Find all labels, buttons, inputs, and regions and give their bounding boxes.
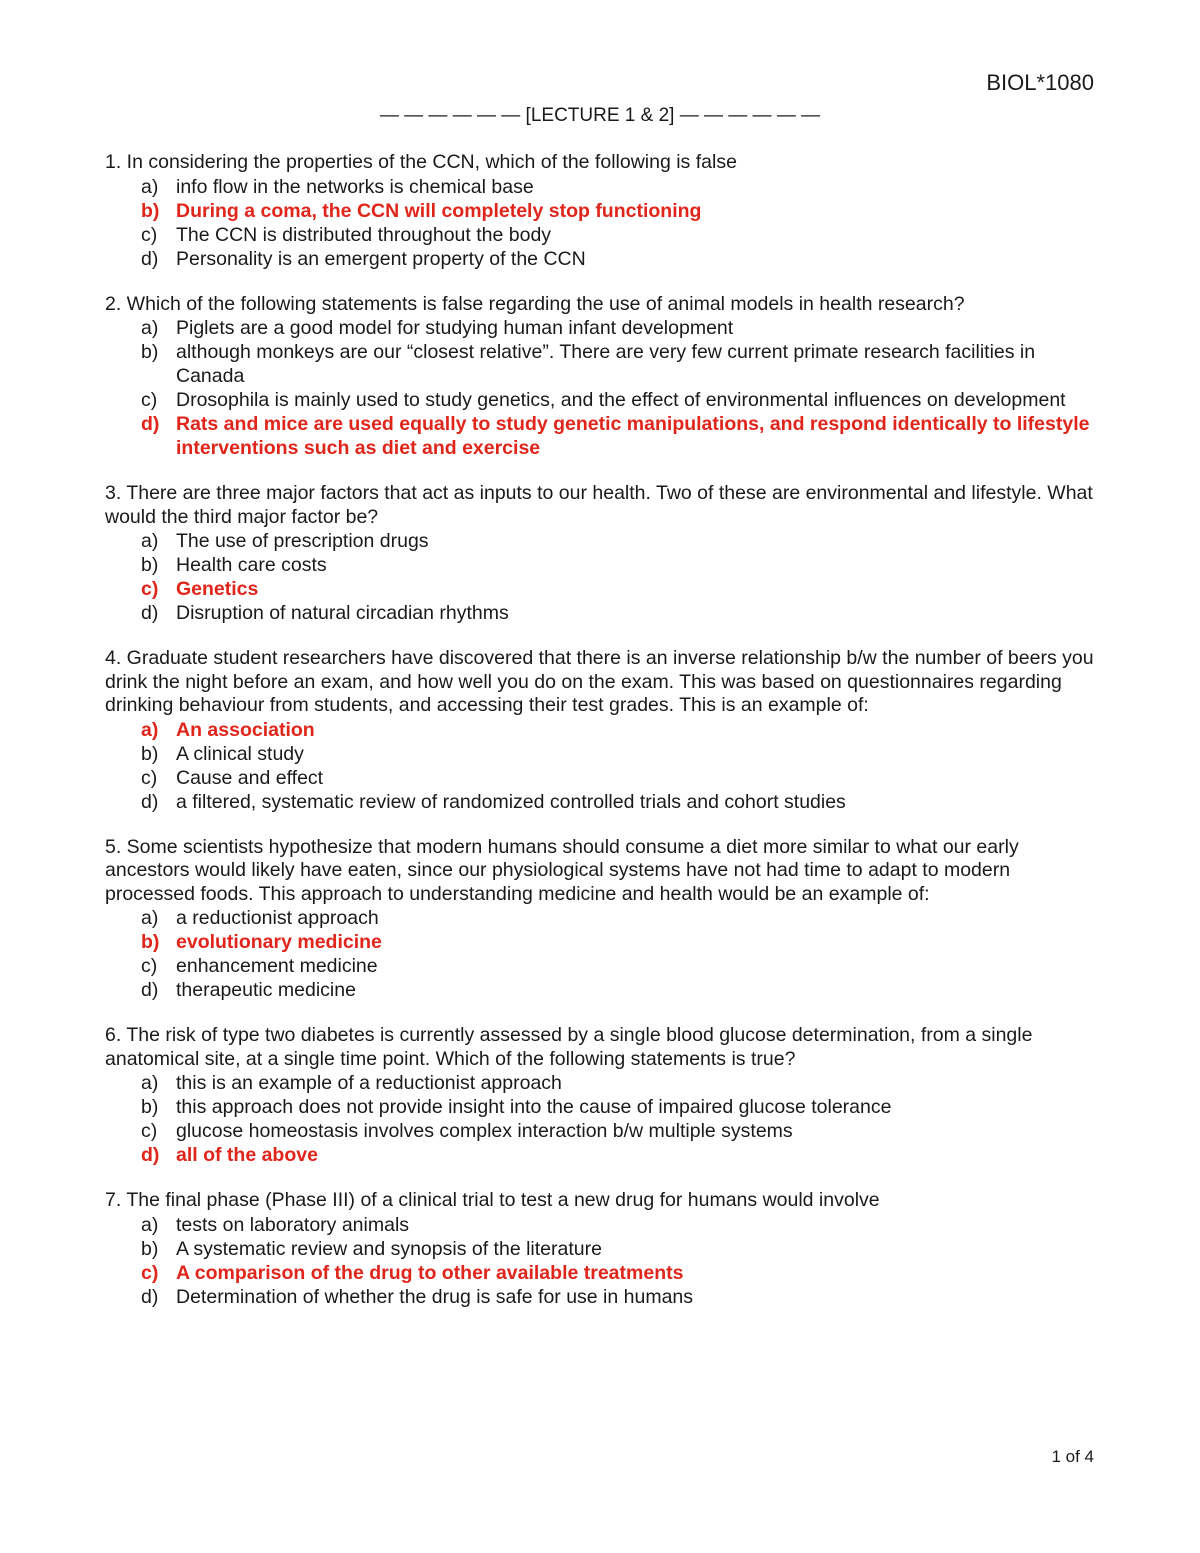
question-5 bbox=[105, 836, 1095, 1003]
option-text: Health care costs bbox=[176, 554, 327, 576]
option-text: a filtered, systematic review of randomized controlled trials and cohort studies bbox=[176, 790, 846, 813]
option-list bbox=[105, 316, 1095, 460]
question-stem: 6. The risk of type two diabetes is currently assessed by a single blood glucose determination, from a single anatomical site, at a single time point. Which of the following statements is true? bbox=[105, 1024, 1033, 1070]
option-c bbox=[105, 388, 1095, 412]
option-text: A clinical study bbox=[176, 742, 304, 765]
option-letter: a) bbox=[141, 1213, 159, 1236]
option-list bbox=[105, 718, 1095, 814]
option-b-correct bbox=[105, 199, 1095, 223]
option-text: this approach does not provide insight into the cause of impaired glucose tolerance bbox=[176, 1096, 892, 1118]
option-a bbox=[105, 906, 1095, 930]
option-letter: d) bbox=[141, 247, 159, 270]
option-text: enhancement medicine bbox=[176, 955, 378, 977]
option-letter: b) bbox=[141, 341, 159, 363]
option-letter: b) bbox=[141, 742, 159, 765]
option-list bbox=[105, 906, 1095, 1002]
option-letter: c) bbox=[141, 389, 158, 411]
question-2 bbox=[105, 293, 1095, 461]
option-text: Rats and mice are used equally to study genetic manipulations, and respond identically to lifestyle interventions such as diet and exercise bbox=[176, 413, 1090, 459]
option-text: info flow in the networks is chemical base bbox=[176, 175, 534, 198]
course-code: BIOL*1080 bbox=[986, 70, 1094, 95]
option-letter: c) bbox=[141, 578, 159, 600]
option-letter: d) bbox=[141, 602, 159, 624]
option-d bbox=[105, 601, 1095, 625]
option-a bbox=[105, 1213, 1095, 1237]
option-c bbox=[105, 1119, 1095, 1143]
option-text: Disruption of natural circadian rhythms bbox=[176, 602, 509, 624]
option-text: Piglets are a good model for studying human infant development bbox=[176, 317, 734, 339]
option-text: all of the above bbox=[176, 1144, 318, 1166]
option-letter: a) bbox=[141, 907, 159, 929]
option-b-correct bbox=[105, 930, 1095, 954]
option-letter: d) bbox=[141, 1144, 160, 1166]
option-text: Drosophila is mainly used to study genetics, and the effect of environmental influences on development bbox=[176, 389, 1066, 411]
option-text: this is an example of a reductionist approach bbox=[176, 1072, 562, 1094]
option-list bbox=[105, 1071, 1095, 1167]
option-text: The CCN is distributed throughout the body bbox=[176, 223, 552, 246]
option-text: tests on laboratory animals bbox=[176, 1213, 410, 1236]
option-letter: a) bbox=[141, 317, 159, 339]
option-d-correct bbox=[105, 1143, 1095, 1167]
question-stem: 2. Which of the following statements is false regarding the use of animal models in health research? bbox=[105, 292, 965, 315]
option-text: Genetics bbox=[176, 578, 259, 600]
option-c bbox=[105, 223, 1095, 247]
option-text: A comparison of the drug to other available treatments bbox=[176, 1261, 684, 1284]
question-stem: 4. Graduate student researchers have discovered that there is an inverse relationship b/w the number of beers you drink the night before an exam, and how well you do on the exam. This was based on questionnaires regarding drinking behaviour from students, and accessing their test grades. This is an example of: bbox=[105, 647, 1094, 716]
option-c bbox=[105, 766, 1095, 790]
option-letter: a) bbox=[141, 175, 159, 198]
question-stem: 1. In considering the properties of the CCN, which of the following is false bbox=[105, 151, 737, 173]
option-d bbox=[105, 790, 1095, 814]
option-list bbox=[105, 1213, 1095, 1309]
option-text: evolutionary medicine bbox=[176, 931, 382, 953]
option-text: therapeutic medicine bbox=[176, 979, 356, 1001]
option-letter: d) bbox=[141, 413, 160, 435]
option-a bbox=[105, 316, 1095, 340]
option-letter: a) bbox=[141, 718, 159, 741]
option-b bbox=[105, 1095, 1095, 1119]
question-7 bbox=[105, 1189, 1095, 1309]
option-a bbox=[105, 529, 1095, 553]
option-text: Cause and effect bbox=[176, 766, 324, 789]
question-list bbox=[105, 151, 1095, 1331]
option-letter: a) bbox=[141, 530, 159, 552]
option-text: The use of prescription drugs bbox=[176, 530, 429, 552]
option-letter: c) bbox=[141, 766, 158, 789]
option-c bbox=[105, 954, 1095, 978]
option-letter: b) bbox=[141, 1096, 159, 1118]
option-letter: c) bbox=[141, 223, 158, 246]
option-d-correct bbox=[105, 412, 1095, 460]
option-letter: b) bbox=[141, 1237, 159, 1260]
option-list bbox=[105, 529, 1095, 625]
option-letter: c) bbox=[141, 1120, 158, 1142]
option-text: During a coma, the CCN will completely stop functioning bbox=[176, 199, 702, 222]
option-b bbox=[105, 340, 1095, 388]
option-d bbox=[105, 247, 1095, 271]
option-letter: d) bbox=[141, 979, 159, 1001]
option-letter: c) bbox=[141, 955, 158, 977]
option-a bbox=[105, 1071, 1095, 1095]
option-text: although monkeys are our “closest relative”. There are very few current primate research facilities in Canada bbox=[176, 341, 1036, 387]
option-letter: c) bbox=[141, 1261, 159, 1284]
option-b bbox=[105, 742, 1095, 766]
option-d bbox=[105, 978, 1095, 1002]
option-letter: b) bbox=[141, 199, 160, 222]
option-list bbox=[105, 175, 1095, 271]
option-text: Determination of whether the drug is safe for use in humans bbox=[176, 1285, 694, 1308]
option-b bbox=[105, 1237, 1095, 1261]
option-text: glucose homeostasis involves complex interaction b/w multiple systems bbox=[176, 1120, 793, 1142]
option-a-correct bbox=[105, 718, 1095, 742]
question-6 bbox=[105, 1024, 1095, 1167]
option-c-correct bbox=[105, 577, 1095, 601]
option-b bbox=[105, 553, 1095, 577]
option-d bbox=[105, 1285, 1095, 1309]
option-text: Personality is an emergent property of the CCN bbox=[176, 247, 586, 270]
option-a bbox=[105, 175, 1095, 199]
option-text: a reductionist approach bbox=[176, 907, 379, 929]
question-stem: 7. The final phase (Phase III) of a clinical trial to test a new drug for humans would involve bbox=[105, 1189, 880, 1211]
option-text: An association bbox=[176, 718, 315, 741]
option-letter: b) bbox=[141, 554, 159, 576]
page-number: 1 of 4 bbox=[1051, 1447, 1094, 1466]
question-3 bbox=[105, 482, 1095, 625]
option-text: A systematic review and synopsis of the literature bbox=[176, 1237, 602, 1260]
option-letter: d) bbox=[141, 1285, 159, 1308]
option-letter: a) bbox=[141, 1072, 159, 1094]
question-4 bbox=[105, 647, 1095, 814]
section-title: — — — — — — [LECTURE 1 & 2] — — — — — — bbox=[379, 105, 821, 126]
question-1 bbox=[105, 151, 1095, 271]
option-letter: d) bbox=[141, 790, 159, 813]
option-c-correct bbox=[105, 1261, 1095, 1285]
question-stem: 5. Some scientists hypothesize that modern humans should consume a diet more similar to what our early ancestors would likely have eaten, since our physiological systems have not had time to adapt to modern processed foods. This approach to understanding medicine and health would be an example of: bbox=[105, 835, 1019, 905]
option-letter: b) bbox=[141, 931, 160, 953]
question-stem: 3. There are three major factors that act as inputs to our health. Two of these are environmental and lifestyle. What would the third major factor be? bbox=[105, 482, 1093, 528]
